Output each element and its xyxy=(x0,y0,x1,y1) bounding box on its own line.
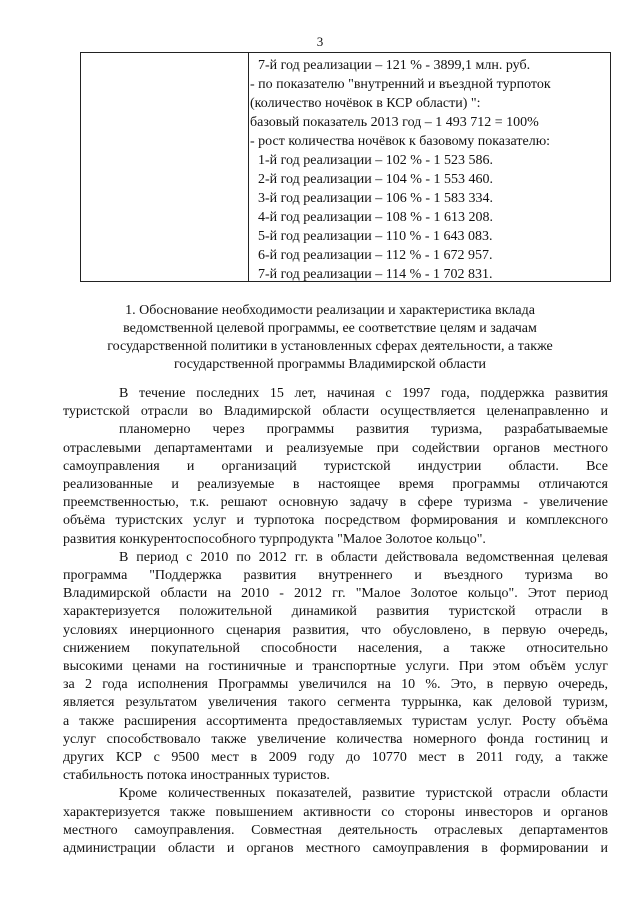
table-line: 4-й год реализации – 108 % - 1 613 208. xyxy=(258,210,494,225)
paragraph-line: стабильность потока иностранных туристов. xyxy=(63,768,330,784)
page-number: 3 xyxy=(316,34,324,49)
paragraph-line: Кроме количественных показателей, развитие туристской отрасли области xyxy=(119,786,608,802)
paragraph-line: самоуправления и организаций туристской индустрии области. Все xyxy=(63,458,608,474)
paragraph-line: планомерно через программы развития туризма, разрабатываемые xyxy=(119,422,608,438)
table-line: - по показателю "внутренний и въездной турпоток xyxy=(250,77,551,92)
paragraph xyxy=(63,385,608,549)
heading-line: государственной программы Владимирской области xyxy=(174,357,486,372)
paragraph-line: характеризуется также повышением активности со стороны инвесторов и органов xyxy=(63,804,608,820)
paragraph-line: объёма туристских услуг и турпотока посредством формирования и комплексного xyxy=(63,513,608,529)
paragraph-line: программа "Поддержка развития внутреннего и въездного туризма во xyxy=(63,568,608,584)
table-line: 7-й год реализации – 121 % - 3899,1 млн. руб. xyxy=(258,58,531,73)
paragraph-line: администрации области и органов местного самоуправления в формировании и xyxy=(63,841,608,857)
table-line: 1-й год реализации – 102 % - 1 523 586. xyxy=(258,153,494,168)
paragraph-line: отраслевыми департаментами и реализуемые при содействии органов местного xyxy=(63,440,608,456)
paragraph-line: за 2 года исполнения Программы увеличился на 10 %. Это, в первую очередь, xyxy=(63,677,608,693)
heading-line: 1. Обоснование необходимости реализации и характеристика вклада xyxy=(125,303,535,318)
table-line: 6-й год реализации – 112 % - 1 672 957. xyxy=(258,248,493,263)
paragraph-line: местного самоуправления. Совместная деятельность отраслевых департаментов xyxy=(63,822,608,838)
table-line: 3-й год реализации – 106 % - 1 583 334. xyxy=(258,191,494,206)
paragraph xyxy=(63,549,608,786)
section-heading xyxy=(90,302,570,374)
indicators-table xyxy=(80,52,611,282)
table-line: 7-й год реализации – 114 % - 1 702 831. xyxy=(258,267,493,282)
paragraph-line: В период с 2010 по 2012 гг. в области действовала ведомственная целевая xyxy=(119,549,608,565)
paragraph-line: является результатом увеличения такого сегмента туррынка, как деловой туризм, xyxy=(63,695,608,711)
table-line: - рост количества ночёвок к базовому показателю: xyxy=(250,134,551,149)
paragraph-line: преемственностью, т.к. решают основную задачу в сфере туризма - увеличение xyxy=(63,495,608,511)
table-line: (количество ночёвок в КСР области) ": xyxy=(250,96,481,111)
heading-line: государственной политики в установленных сферах деятельности, а также xyxy=(107,339,553,354)
paragraph-line: туристской отрасли во Владимирской области осуществляется целенаправленно и xyxy=(63,404,608,420)
paragraph-line: характеризуется положительной динамикой развития туристской отрасли в xyxy=(63,604,608,620)
body-text xyxy=(63,385,608,858)
paragraph-line: Владимирской области на 2010 - 2012 гг. "Малое Золотое кольцо". Этот период xyxy=(63,586,608,602)
table-line: базовый показатель 2013 год – 1 493 712 = 100% xyxy=(250,115,539,130)
paragraph-line: снижением покупательной способности населения, а также относительно xyxy=(63,640,608,656)
paragraph-line: условиях инерционного сценария развития, что обусловлено, в первую очередь, xyxy=(63,622,608,638)
heading-line: ведомственной целевой программы, ее соответствие целям и задачам xyxy=(123,321,537,336)
paragraph-line: высокими ценами на гостиничные и транспортные услуги. При этом объём услуг xyxy=(63,659,608,675)
paragraph-line: других КСР с 9500 мест в 2009 году до 10770 мест в 2011 году, а также xyxy=(63,750,608,766)
paragraph xyxy=(63,785,608,858)
table-line: 5-й год реализации – 110 % - 1 643 083. xyxy=(258,229,493,244)
paragraph-line: услуг способствовало также увеличение количества номерного фонда гостиниц и xyxy=(63,731,608,747)
table-line: 2-й год реализации – 104 % - 1 553 460. xyxy=(258,172,494,187)
paragraph-line: В течение последних 15 лет, начиная с 1997 года, поддержка развития xyxy=(119,386,608,401)
paragraph-line: а также расширения ассортимента предоставляемых туристам услуг. Росту объёма xyxy=(63,713,608,729)
paragraph-line: реализованные и реализуемые в настоящее время программы отличаются xyxy=(63,477,608,493)
table-column-divider xyxy=(248,53,249,281)
table-text-cell xyxy=(250,56,610,284)
paragraph-line: развития конкурентоспособного турпродукта "Малое Золотое кольцо". xyxy=(63,531,486,547)
